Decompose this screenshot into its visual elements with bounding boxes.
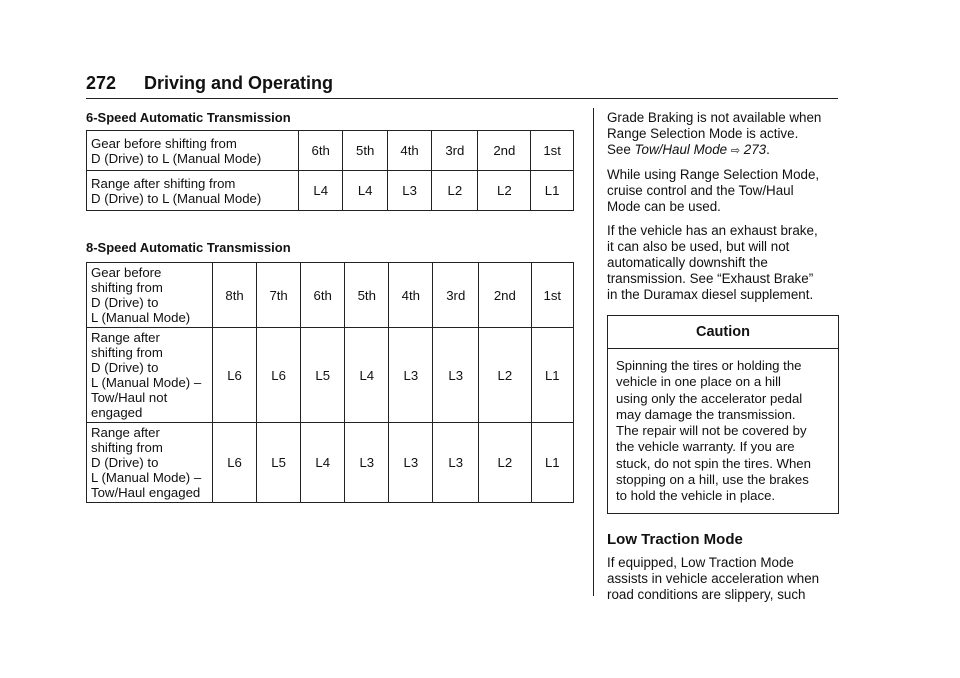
row-label-line: Tow/Haul not: [91, 390, 168, 405]
paragraph-line: Mode can be used.: [607, 199, 721, 214]
caution-line: using only the accelerator pedal: [616, 390, 803, 406]
row-label-line: Gear before: [91, 265, 162, 280]
page-header: [86, 70, 838, 99]
gear-cell: L2: [432, 171, 478, 211]
caution-box: [607, 315, 839, 514]
table-row: [87, 171, 574, 211]
row-label-line: D (Drive) to: [91, 360, 159, 375]
gear-cell: L3: [389, 423, 433, 503]
gear-cell: L1: [531, 171, 574, 211]
gear-cell: L6: [213, 423, 257, 503]
caution-line: may damage the transmission.: [616, 406, 796, 422]
gear-cell: L6: [213, 328, 257, 423]
gear-cell: 2nd: [478, 131, 531, 171]
gear-cell: L3: [389, 328, 433, 423]
eight-speed-heading: 8-Speed Automatic Transmission: [86, 240, 291, 255]
gear-cell: 6th: [301, 263, 345, 328]
paragraph-line: If equipped, Low Traction Mode: [607, 554, 794, 570]
section-title: Driving and Operating: [144, 73, 334, 93]
gear-cell: L2: [479, 423, 531, 503]
gear-cell: L3: [433, 328, 479, 423]
page-ref-number: 273: [743, 142, 767, 157]
row-label-line: Range after: [91, 330, 160, 345]
gear-cell: L3: [387, 171, 431, 211]
row-label-line: shifting from: [91, 345, 163, 360]
exhaust-brake-paragraph: [607, 223, 842, 303]
tow-haul-mode-ref: Tow/Haul Mode: [634, 142, 728, 157]
gear-cell: 4th: [387, 131, 431, 171]
gear-cell: 8th: [213, 263, 257, 328]
p1-line: Grade Braking is not available when: [607, 110, 822, 125]
caution-body: [608, 349, 838, 513]
row-label-line: D (Drive) to: [91, 295, 159, 310]
gear-cell: L5: [301, 328, 345, 423]
p1-line: Range Selection Mode is active.: [607, 126, 799, 141]
row-label: [87, 263, 213, 328]
right-column: [607, 110, 842, 611]
paragraph-line: in the Duramax diesel supplement.: [607, 287, 814, 302]
row-label-line: shifting from: [91, 280, 163, 295]
range-selection-paragraph: [607, 167, 842, 215]
row-label-line: D (Drive) to L (Manual Mode): [91, 150, 262, 166]
gear-cell: L1: [531, 423, 573, 503]
row-label-line: Gear before shifting from: [91, 135, 237, 151]
row-label: [87, 328, 213, 423]
gear-cell: 3rd: [433, 263, 479, 328]
gear-cell: L1: [531, 328, 573, 423]
column-divider: [593, 108, 594, 596]
gear-cell: 1st: [531, 263, 573, 328]
gear-cell: L4: [345, 328, 389, 423]
row-label-line: Tow/Haul engaged: [91, 485, 201, 500]
caution-line: Spinning the tires or holding the: [616, 358, 802, 373]
row-label-line: L (Manual Mode): [91, 310, 191, 325]
paragraph-line: transmission. See “Exhaust Brake”: [607, 271, 814, 286]
low-traction-mode-heading: Low Traction Mode: [607, 530, 743, 548]
row-label-line: Range after: [91, 425, 160, 440]
gear-cell: L4: [299, 171, 343, 211]
table-row: [87, 131, 574, 171]
low-traction-paragraph: [607, 555, 842, 603]
gear-cell: L3: [433, 423, 479, 503]
gear-cell: 5th: [343, 131, 387, 171]
caution-line: vehicle in one place on a hill: [616, 374, 781, 390]
gear-cell: 6th: [299, 131, 343, 171]
caution-line: stopping on a hill, use the brakes: [616, 472, 809, 488]
gear-cell: 2nd: [479, 263, 531, 328]
paragraph-line: assists in vehicle acceleration when: [607, 570, 820, 586]
caution-line: stuck, do not spin the tires. When: [616, 455, 811, 471]
paragraph-line: it can also be used, but will not: [607, 239, 790, 254]
paragraph-line: While using Range Selection Mode,: [607, 167, 820, 182]
caution-title: Caution: [608, 316, 838, 349]
six-speed-heading: 6-Speed Automatic Transmission: [86, 110, 291, 125]
gear-cell: 3rd: [432, 131, 478, 171]
row-label-line: D (Drive) to: [91, 455, 159, 470]
caution-line: The repair will not be covered by: [616, 423, 807, 439]
gear-cell: 1st: [531, 131, 574, 171]
paragraph-line: If the vehicle has an exhaust brake,: [607, 223, 818, 238]
gear-cell: L3: [345, 423, 389, 503]
period: .: [766, 142, 770, 157]
page-ref-arrow-icon: ⇨: [730, 145, 741, 157]
table-row: [87, 423, 574, 503]
row-label-line: shifting from: [91, 440, 163, 455]
gear-cell: 7th: [257, 263, 301, 328]
gear-cell: 5th: [345, 263, 389, 328]
paragraph-line: cruise control and the Tow/Haul: [607, 183, 794, 198]
six-speed-table: [86, 130, 574, 211]
paragraph-line: automatically downshift the: [607, 255, 768, 270]
eight-speed-table: [86, 262, 574, 503]
tow-haul-mode-link[interactable]: [635, 142, 767, 157]
gear-cell: L6: [257, 328, 301, 423]
row-label-line: Range after shifting from: [91, 175, 236, 191]
see-text: See: [607, 142, 635, 157]
row-label: [87, 423, 213, 503]
gear-cell: L4: [343, 171, 387, 211]
gear-cell: 4th: [389, 263, 433, 328]
paragraph-line: road conditions are slippery, such: [607, 586, 806, 602]
gear-cell: L2: [479, 328, 531, 423]
page-number: 272: [86, 73, 117, 93]
gear-cell: L4: [301, 423, 345, 503]
caution-line: to hold the vehicle in place.: [616, 488, 776, 504]
gear-cell: L2: [478, 171, 531, 211]
row-label-line: D (Drive) to L (Manual Mode): [91, 190, 262, 206]
row-label: [87, 171, 299, 211]
grade-braking-paragraph: [607, 110, 842, 159]
row-label-line: L (Manual Mode) –: [91, 470, 202, 485]
row-label-line: engaged: [91, 405, 143, 420]
table-row: [87, 328, 574, 423]
caution-line: the vehicle warranty. If you are: [616, 439, 795, 455]
row-label: [87, 131, 299, 171]
gear-cell: L5: [257, 423, 301, 503]
table-row: [87, 263, 574, 328]
row-label-line: L (Manual Mode) –: [91, 375, 202, 390]
